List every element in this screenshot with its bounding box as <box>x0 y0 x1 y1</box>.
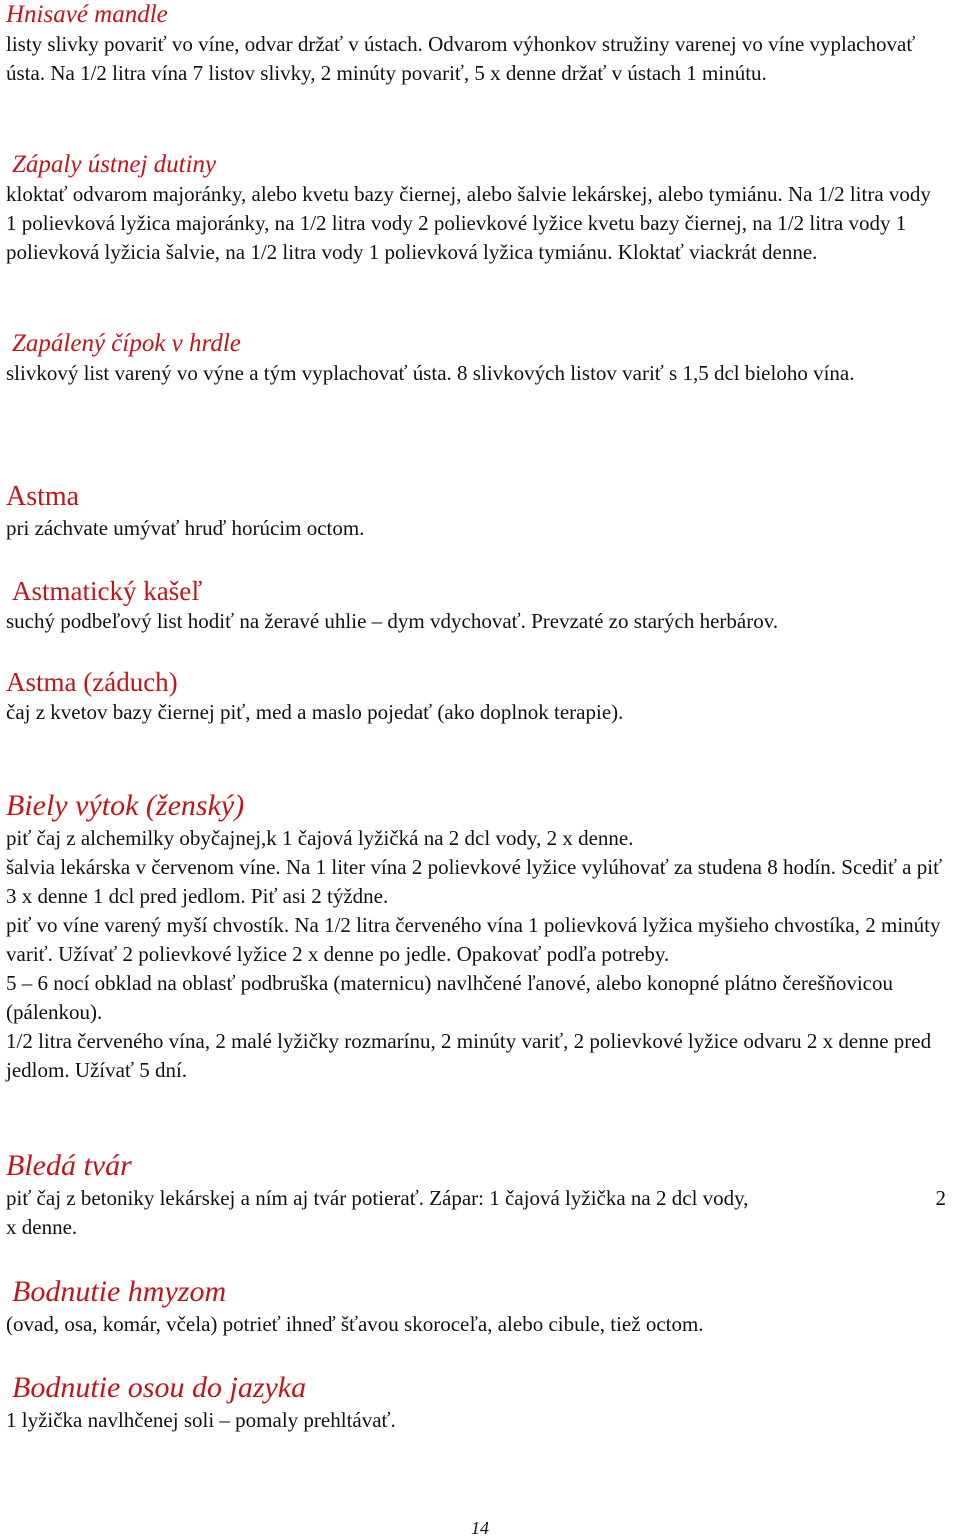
section-text: pri záchvate umývať hruď horúcim octom. <box>6 515 365 540</box>
section-paragraph: 5 – 6 nocí obklad na oblasť podbruška (maternicu) navlhčené ľanové, alebo konopné plátno čerešňovicou (pálenkou). <box>6 971 893 1024</box>
section-heading: Bodnutie osou do jazyka <box>12 1371 307 1404</box>
section-astmaticky-kasel <box>6 575 946 636</box>
section-paragraph: 1/2 litra červeného vína, 2 malé lyžičky rozmarínu, 2 minúty variť, 2 polievkové lyžice odvaru 2 x denne pred jedlom. Užívať 5 dní. <box>6 1029 932 1082</box>
section-text-continuation: x denne. <box>6 1215 78 1239</box>
section-hnisave-mandle <box>6 0 946 88</box>
section-text-right: 2 <box>935 1186 946 1210</box>
section-paragraph: šalvia lekárska v červenom víne. Na 1 liter vína 2 polievkové lyžice vylúhovať za studena 8 hodín. Scediť a piť 3 x denne 1 dcl pred jedlom. Piť asi 2 týždne. <box>6 855 943 908</box>
section-heading: Astmatický kašeľ <box>12 576 203 606</box>
section-astma-zaduch <box>6 666 946 727</box>
section-text-line <box>6 1184 946 1213</box>
section-bodnutie-hmyzom <box>6 1274 946 1339</box>
section-heading: Astma (záduch) <box>6 667 178 697</box>
section-text: slivkový list varený vo výne a tým vyplachovať ústa. 8 slivkových listov variť s 1,5 dcl bieloho vína. <box>6 361 855 385</box>
section-text: listy slivky povariť vo víne, odvar držať v ústach. Odvarom výhonkov stružiny varenej vo víne vyplachovať ústa. Na 1/2 litra vína 7 listov slivky, 2 minúty povariť, 5 x denne držať v ústach 1 minútu. <box>6 32 916 85</box>
section-paragraph: piť vo víne varený myší chvostík. Na 1/2 litra červeného vína 1 polievková lyžica myšieho chvostíka, 2 minúty variť. Užívať 2 polievkové lyžice 2 x denne po jedle. Opakovať podľa potreby. <box>6 913 941 966</box>
section-heading: Bledá tvár <box>6 1149 132 1182</box>
section-heading: Hnisavé mandle <box>6 1 168 28</box>
section-heading: Zápaly ústnej dutiny <box>12 151 217 178</box>
section-text-left: piť čaj z betoniky lekárskej a ním aj tvár potierať. Zápar: 1 čajová lyžička na 2 dcl vody, <box>6 1186 749 1210</box>
section-astma <box>6 480 946 543</box>
section-heading: Biely výtok (ženský) <box>6 789 245 822</box>
section-heading: Zapálený čípok v hrdle <box>12 330 241 357</box>
section-text: suchý podbeľový list hodiť na žeravé uhlie – dym vdychovať. Prevzaté zo starých herbárov. <box>6 609 779 634</box>
section-heading: Astma <box>6 481 80 512</box>
section-text: (ovad, osa, komár, včela) potrieť ihneď šťavou skoroceľa, alebo cibule, tiež octom. <box>6 1312 704 1336</box>
section-biely-vytok <box>6 788 946 1085</box>
section-text: kloktať odvarom majoránky, alebo kvetu bazy čiernej, alebo šalvie lekárskej, alebo tymiánu. Na 1/2 litra vody 1 polievková lyžica majoránky, na 1/2 litra vody 2 polievkové lyžice kvetu bazy čiernej, na 1/2 litra vody 1 polievková lyžicia šalvie, na 1/2 litra vody 1 polievková lyžica tymiánu. Kloktať viackrát denne. <box>6 182 931 264</box>
page-number: 14 <box>471 1518 489 1538</box>
section-heading: Bodnutie hmyzom <box>12 1275 227 1308</box>
section-bodnutie-osou <box>6 1370 946 1435</box>
section-text: čaj z kvetov bazy čiernej piť, med a maslo pojedať (ako doplnok terapie). <box>6 700 624 725</box>
section-zapaleny-cipok <box>6 329 946 388</box>
section-paragraph: piť čaj z alchemilky obyčajnej,k 1 čajová lyžičká na 2 dcl vody, 2 x denne. <box>6 826 634 850</box>
section-bleda-tvar <box>6 1148 946 1242</box>
section-text: 1 lyžička navlhčenej soli – pomaly prehltávať. <box>6 1408 396 1432</box>
section-zapaly-ustnej-dutiny <box>6 150 946 267</box>
